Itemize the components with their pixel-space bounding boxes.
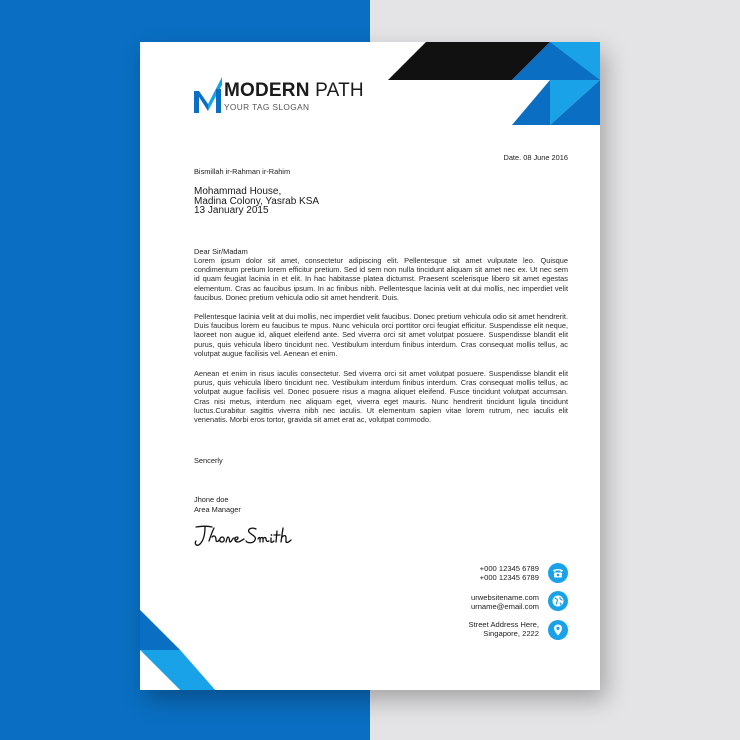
handwritten-signature <box>192 523 304 549</box>
city-address: Singapore, 2222 <box>483 629 539 639</box>
salutation: Dear Sir/Madam <box>194 247 248 256</box>
body-paragraph: Pellentesque lacinia velit at dui mollis, nec imperdiet velit faucibus. Donec pretium vehicula odio sit amet hendrerit. Duis faucibus lorem eu faucibus te mpus. Nunc vehicula orci porttitor orci feugiat efficitur. Suspendisse elit neque, laoreet non augue id, aliquet eleifend ante. Sed viverra orci sit amet volutpat posuere. Suspendisse blandit elit purus, quis vehicula libero tincidunt nec. Vestibulum interdum finibus interdum. Cras consequat mollis tellus, ac volutpat augue facilisis vel. Aenean et enim. <box>194 312 568 358</box>
phone-number: +000 12345 6789 <box>479 573 539 583</box>
top-right-decoration <box>388 42 600 125</box>
brand-name: MODERN PATH <box>224 80 364 101</box>
website: urwebsitename.com <box>471 593 539 602</box>
closing: Sencerly <box>194 456 223 465</box>
company-logo <box>194 77 384 117</box>
letterhead-sheet <box>140 42 600 690</box>
signer-block <box>194 495 241 514</box>
recipient-address <box>194 187 319 216</box>
brand-slogan: YOUR TAG SLOGAN <box>224 102 310 112</box>
phone-number: +000 12345 6789 <box>479 564 539 573</box>
body-paragraph: Lorem ipsum dolor sit amet, consectetur adipiscing elit. Pellentesque sit amet vulputate leo. Quisque condimentum pretium lorem efficitur pretium. Sed id sem non nulla tincidunt aliquam sit amet nec ex. Ut nec sem id quam feugiat lacinia in et elit. In hac habitasse platea dictumst. Praesent scelerisque libero sit amet egestas elementum. Cras ac faucibus ipsum. In ac finibus nibh. Pellentesque lacinia velit at dui mollis, nec imperdiet velit faucibus. Donec pretium vehicula odio sit amet hendrerit. Duis. <box>194 256 568 302</box>
letter-greeting: Bismillah ir-Rahman ir-Rahim <box>194 167 291 176</box>
address-line: 13 January 2015 <box>194 205 269 216</box>
address-line: Madina Colony, Yasrab KSA <box>194 195 320 207</box>
address-line: Mohammad House, <box>194 186 282 197</box>
signer-title: Area Manager <box>194 504 241 514</box>
phone-icon <box>548 563 568 583</box>
letter-date: Date. 08 June 2016 <box>503 153 568 162</box>
street-address: Street Address Here, <box>468 620 539 629</box>
body-paragraph: Aenean et enim in risus iaculis consectetur. Sed viverra orci sit amet volutpat posuere. Suspendisse blandit elit purus, quis vehicula libero tincidunt nec. Vestibulum interdum finibus interdum. Cras consequat mollis tellus, ac volutpat augue facilisis vel. Donec posuere risus a magna aliquet eleifend. Fusce tincidunt volutpat accumsan. Cras nisi metus, interdum nec aliquam eget, viverra eget mauris. Nunc hendrerit tincidunt ligula tincidunt luctus.Curabitur sagittis viverra nibh nec iaculis. Ut elementum sapien vitae lorem rutrum, nec iaculis elit venenatis. Morbi eros tortor, gravida sit amet erat ac, volutpat commodo. <box>194 369 568 425</box>
email: urname@email.com <box>470 602 539 612</box>
logo-m-check-icon <box>194 77 222 113</box>
globe-icon <box>548 591 568 611</box>
bottom-left-decoration <box>140 610 215 690</box>
contact-phones <box>480 564 539 583</box>
contact-address <box>469 620 540 639</box>
signer-name: Jhone doe <box>194 495 229 504</box>
contact-web <box>471 593 539 612</box>
location-pin-icon <box>548 620 568 640</box>
